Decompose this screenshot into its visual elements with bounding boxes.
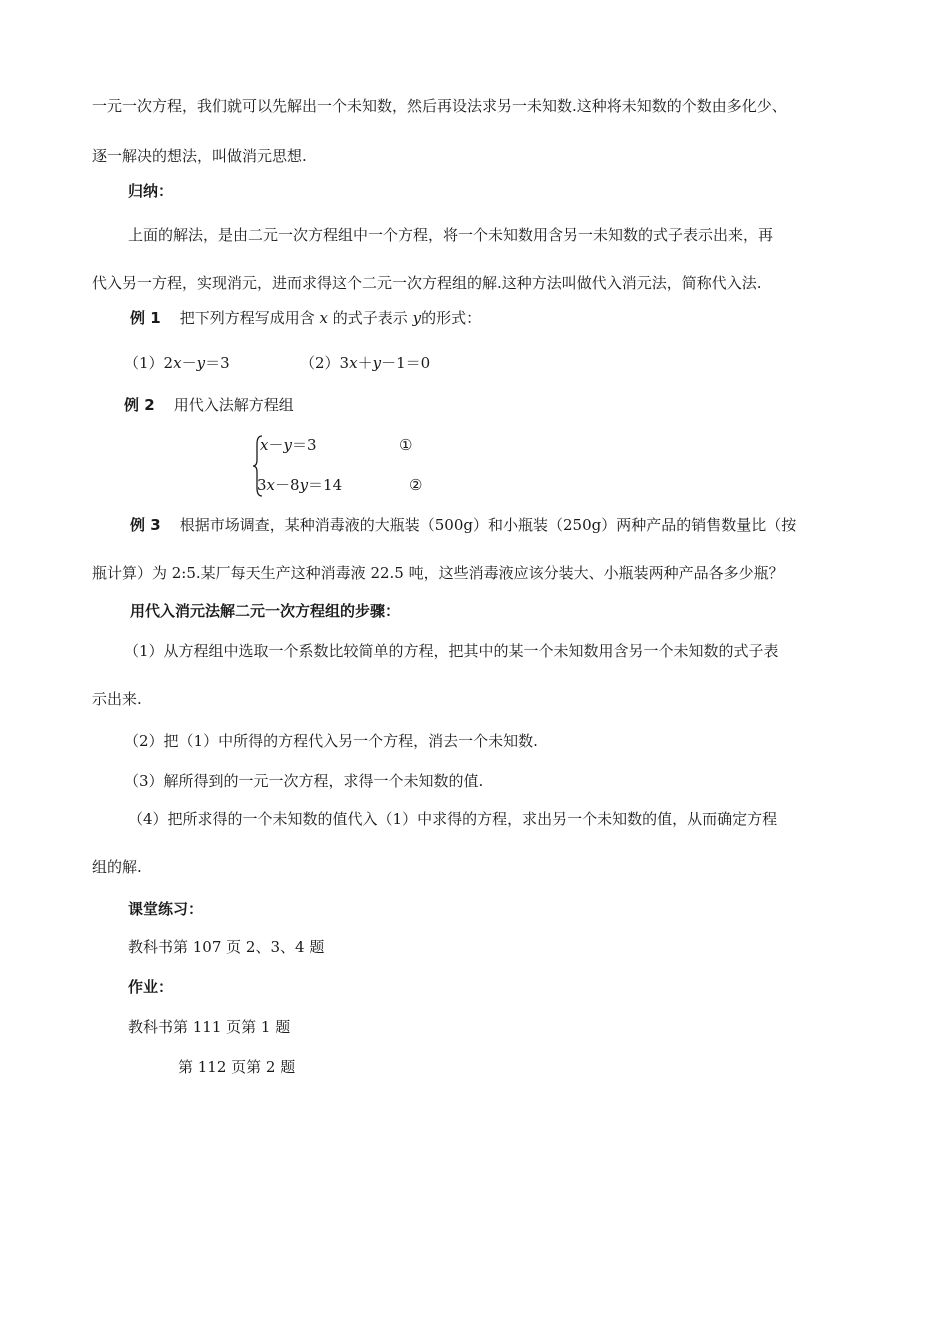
item-2-y: y bbox=[372, 354, 382, 372]
example-3-line-2: 瓶计算）为 2:5.某厂每天生产这种消毒液 22.5 吨，这些消毒液应该分装大、小瓶装两种产品各多少瓶？ bbox=[92, 564, 784, 582]
example-1 bbox=[130, 307, 481, 329]
eq-2-y: y bbox=[299, 476, 309, 494]
example-2 bbox=[124, 394, 294, 416]
example-3-text-1: 根据市场调查，某种消毒液的大瓶装（500g）和小瓶装（250g）两种产品的销售数量比（按 bbox=[179, 516, 797, 534]
example-3-line-1 bbox=[130, 514, 796, 536]
step-1-line-2: 示出来. bbox=[92, 690, 142, 708]
example-1-label: 例 1 bbox=[130, 309, 161, 327]
step-4-line-1: （4）把所求得的一个未知数的值代入（1）中求得的方程，求出另一个未知数的值，从而确定方程 bbox=[128, 810, 778, 828]
item-1-rest: ＝3 bbox=[205, 354, 230, 372]
steps-heading: 用代入消元法解二元一次方程组的步骤： bbox=[130, 602, 401, 620]
eq-2-coef: 3 bbox=[257, 476, 267, 494]
homework-line-1: 教科书第 111 页第 1 题 bbox=[128, 1018, 291, 1036]
example-3-label: 例 3 bbox=[130, 516, 161, 534]
eq-2-rest: ＝14 bbox=[308, 476, 343, 494]
item-1-number: （1）2 bbox=[124, 354, 174, 372]
eq-1-y: y bbox=[283, 436, 292, 454]
intro-line-1: 一元一次方程，我们就可以先解出一个未知数，然后再设法求另一未知数.这种将未知数的个数由多化少、 bbox=[92, 97, 787, 115]
item-1-x: x bbox=[173, 354, 182, 372]
item-2-rest: －1＝0 bbox=[381, 354, 431, 372]
item-1-y: y bbox=[196, 354, 206, 372]
item-2-number: （2）3 bbox=[300, 354, 350, 372]
eq-2-x: x bbox=[266, 476, 276, 494]
eq-1-x: x bbox=[260, 436, 269, 454]
eq-1-rest: ＝3 bbox=[291, 436, 317, 454]
item-1-minus: － bbox=[181, 354, 197, 372]
homework-line-2: 第 112 页第 2 题 bbox=[178, 1058, 296, 1076]
eq-2-mid: －8 bbox=[275, 476, 300, 494]
system-equation-2 bbox=[257, 474, 342, 496]
homework-heading: 作业： bbox=[128, 978, 174, 996]
practice-heading: 课堂练习： bbox=[128, 900, 204, 918]
step-4-line-2: 组的解. bbox=[92, 858, 142, 876]
equation-2-marker: ② bbox=[409, 476, 423, 494]
step-2: （2）把（1）中所得的方程代入另一个方程，消去一个未知数. bbox=[124, 732, 538, 750]
equation-1-marker: ① bbox=[399, 436, 413, 454]
summary-heading: 归纳： bbox=[128, 182, 174, 200]
example-1-item-2 bbox=[300, 352, 430, 374]
step-3: （3）解所得到的一元一次方程，求得一个未知数的值. bbox=[124, 772, 484, 790]
example-1-text-b: 的式子表示 bbox=[332, 309, 408, 327]
example-1-text-c: 的形式： bbox=[421, 309, 482, 327]
summary-line-1: 上面的解法，是由二元一次方程组中一个方程，将一个未知数用含另一未知数的式子表示出来，再 bbox=[128, 226, 774, 244]
example-1-var-x: x bbox=[319, 309, 329, 327]
item-2-plus: ＋ bbox=[357, 354, 373, 372]
example-2-label: 例 2 bbox=[124, 396, 155, 414]
step-1-line-1: （1）从方程组中选取一个系数比较简单的方程，把其中的某一个未知数用含另一个未知数的式子表 bbox=[124, 642, 779, 660]
example-1-text-a: 把下列方程写成用含 bbox=[179, 309, 315, 327]
example-2-text: 用代入法解方程组 bbox=[173, 396, 294, 414]
intro-line-2: 逐一解决的想法，叫做消元思想. bbox=[92, 147, 307, 165]
system-equation-1 bbox=[260, 434, 317, 456]
practice-text: 教科书第 107 页 2、3、4 题 bbox=[128, 938, 325, 956]
example-1-var-y: y bbox=[412, 309, 422, 327]
eq-1-minus: － bbox=[268, 436, 284, 454]
summary-line-2: 代入另一方程，实现消元，进而求得这个二元一次方程组的解.这种方法叫做代入消元法，简称代入法. bbox=[92, 274, 762, 292]
item-2-x: x bbox=[349, 354, 358, 372]
example-1-item-1 bbox=[124, 352, 230, 374]
